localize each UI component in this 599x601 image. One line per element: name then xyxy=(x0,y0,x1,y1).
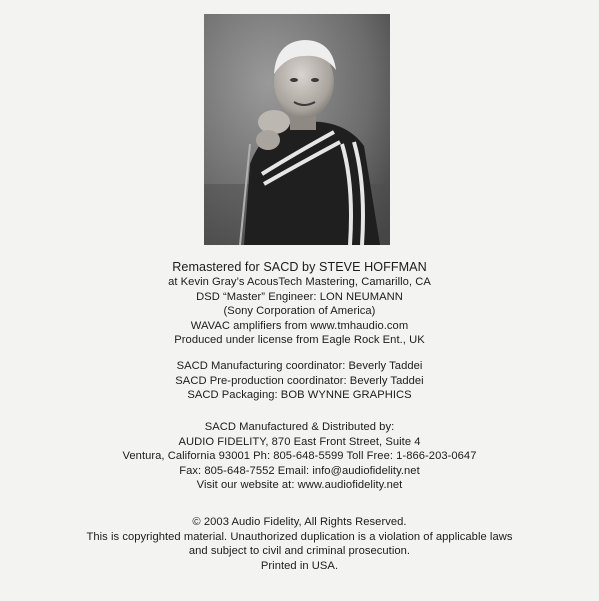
legal-line: Printed in USA. xyxy=(260,559,339,572)
distribution-line: SACD Manufactured & Distributed by: xyxy=(204,421,395,433)
coordinator-line: SACD Packaging: BOB WYNNE GRAPHICS xyxy=(187,389,412,402)
coordinator-line: SACD Pre-production coordinator: Beverly Taddei xyxy=(175,374,424,387)
mastering-credits xyxy=(0,259,599,348)
credit-line: Remastered for SACD by STEVE HOFFMAN xyxy=(172,260,427,274)
distribution-info xyxy=(0,420,599,493)
credit-line: (Sony Corporation of America) xyxy=(223,305,376,318)
credit-line: at Kevin Gray’s AcousTech Mastering, Camarillo, CA xyxy=(168,276,431,288)
credit-line: Produced under license from Eagle Rock Ent., UK xyxy=(174,334,425,347)
legal-line: This is copyrighted material. Unauthorized duplication is a violation of applicable laws xyxy=(86,530,513,543)
legal-line: © 2003 Audio Fidelity, All Rights Reserved. xyxy=(192,516,407,528)
distribution-line: Visit our website at: www.audiofidelity.net xyxy=(196,479,403,492)
legal-line: and subject to civil and criminal prosecution. xyxy=(188,545,411,558)
portrait-illustration xyxy=(204,14,390,245)
distribution-line: Fax: 805-648-7552 Email: info@audiofidelity.net xyxy=(179,464,420,477)
coordinator-credits xyxy=(0,359,599,403)
portrait-photo xyxy=(204,14,390,245)
credit-line: DSD “Master” Engineer: LON NEUMANN xyxy=(196,290,403,303)
coordinator-line: SACD Manufacturing coordinator: Beverly Taddei xyxy=(176,360,423,372)
legal-notice xyxy=(0,515,599,573)
credit-line: WAVAC amplifiers from www.tmhaudio.com xyxy=(190,319,409,332)
distribution-line: Ventura, California 93001 Ph: 805-648-5599 Toll Free: 1-866-203-0647 xyxy=(122,450,477,463)
distribution-line: AUDIO FIDELITY, 870 East Front Street, Suite 4 xyxy=(178,435,421,448)
